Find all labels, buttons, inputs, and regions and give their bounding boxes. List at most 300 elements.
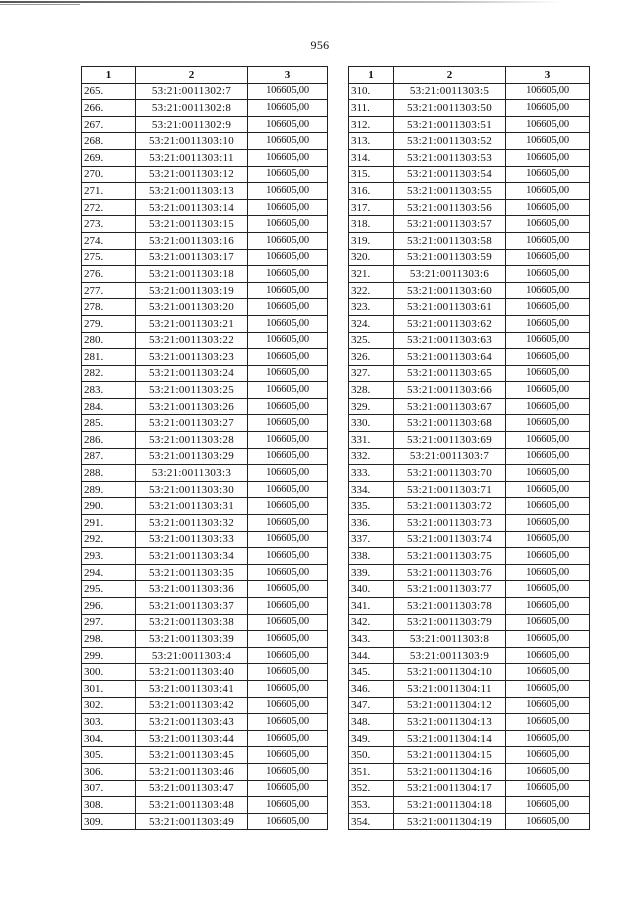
row-number: 327. [349, 365, 394, 382]
row-number: 329. [349, 398, 394, 415]
cadastral-number: 53:21:0011303:27 [136, 415, 248, 432]
row-number: 351. [349, 763, 394, 780]
value-cell: 106605,00 [248, 199, 328, 216]
value-cell: 106605,00 [506, 232, 590, 249]
table-row [349, 216, 590, 233]
cadastral-number: 53:21:0011303:3 [136, 465, 248, 482]
cadastral-number: 53:21:0011303:64 [394, 349, 506, 366]
table-row [82, 349, 328, 366]
cadastral-number: 53:21:0011303:34 [136, 548, 248, 565]
table-row [82, 299, 328, 316]
row-number: 313. [349, 133, 394, 150]
row-number: 266. [82, 100, 136, 117]
cadastral-number: 53:21:0011303:29 [136, 448, 248, 465]
value-cell: 106605,00 [506, 747, 590, 764]
row-number: 331. [349, 432, 394, 449]
table-header-row [82, 67, 328, 84]
value-cell: 106605,00 [248, 249, 328, 266]
cadastral-number: 53:21:0011303:35 [136, 564, 248, 581]
value-cell: 106605,00 [248, 714, 328, 731]
value-cell: 106605,00 [248, 631, 328, 648]
table-row [82, 481, 328, 498]
value-cell: 106605,00 [506, 100, 590, 117]
row-number: 315. [349, 166, 394, 183]
cadastral-number: 53:21:0011304:15 [394, 747, 506, 764]
table-row [82, 614, 328, 631]
table-row [82, 697, 328, 714]
row-number: 289. [82, 481, 136, 498]
row-number: 337. [349, 531, 394, 548]
cadastral-number: 53:21:0011303:74 [394, 531, 506, 548]
value-cell: 106605,00 [506, 564, 590, 581]
table-row [82, 581, 328, 598]
row-number: 341. [349, 598, 394, 615]
row-number: 304. [82, 730, 136, 747]
row-number: 336. [349, 515, 394, 532]
table-row [349, 614, 590, 631]
table-row [82, 564, 328, 581]
table-left [81, 66, 328, 830]
row-number: 333. [349, 465, 394, 482]
value-cell: 106605,00 [248, 382, 328, 399]
cadastral-number: 53:21:0011303:42 [136, 697, 248, 714]
row-number: 280. [82, 332, 136, 349]
value-cell: 106605,00 [248, 647, 328, 664]
table-row [349, 730, 590, 747]
row-number: 322. [349, 282, 394, 299]
cadastral-number: 53:21:0011303:72 [394, 498, 506, 515]
table-row [82, 332, 328, 349]
table-row [82, 465, 328, 482]
table-row [349, 100, 590, 117]
cadastral-number: 53:21:0011303:15 [136, 216, 248, 233]
cadastral-number: 53:21:0011303:9 [394, 647, 506, 664]
row-number: 323. [349, 299, 394, 316]
cadastral-number: 53:21:0011303:43 [136, 714, 248, 731]
value-cell: 106605,00 [248, 465, 328, 482]
cadastral-number: 53:21:0011303:46 [136, 763, 248, 780]
value-cell: 106605,00 [248, 149, 328, 166]
row-number: 342. [349, 614, 394, 631]
value-cell: 106605,00 [506, 382, 590, 399]
cadastral-number: 53:21:0011303:67 [394, 398, 506, 415]
table-right [348, 66, 590, 830]
row-number: 271. [82, 183, 136, 200]
cadastral-number: 53:21:0011303:11 [136, 149, 248, 166]
value-cell: 106605,00 [506, 631, 590, 648]
cadastral-number: 53:21:0011302:7 [136, 83, 248, 100]
cadastral-number: 53:21:0011303:8 [394, 631, 506, 648]
table-row [82, 415, 328, 432]
table-row [349, 813, 590, 830]
value-cell: 106605,00 [506, 598, 590, 615]
value-cell: 106605,00 [506, 465, 590, 482]
cadastral-number: 53:21:0011303:69 [394, 432, 506, 449]
cadastral-number: 53:21:0011303:14 [136, 199, 248, 216]
table-row [349, 631, 590, 648]
row-number: 298. [82, 631, 136, 648]
value-cell: 106605,00 [248, 100, 328, 117]
value-cell: 106605,00 [506, 149, 590, 166]
cadastral-number: 53:21:0011304:19 [394, 813, 506, 830]
row-number: 335. [349, 498, 394, 515]
cadastral-number: 53:21:0011303:63 [394, 332, 506, 349]
cadastral-number: 53:21:0011303:68 [394, 415, 506, 432]
value-cell: 106605,00 [506, 581, 590, 598]
cadastral-number: 53:21:0011303:55 [394, 183, 506, 200]
value-cell: 106605,00 [506, 365, 590, 382]
cadastral-number: 53:21:0011303:70 [394, 465, 506, 482]
table-row [349, 697, 590, 714]
cadastral-number: 53:21:0011303:78 [394, 598, 506, 615]
row-number: 328. [349, 382, 394, 399]
row-number: 285. [82, 415, 136, 432]
value-cell: 106605,00 [248, 797, 328, 814]
value-cell: 106605,00 [506, 116, 590, 133]
row-number: 269. [82, 149, 136, 166]
table-row [82, 133, 328, 150]
table-row [349, 780, 590, 797]
cadastral-number: 53:21:0011303:10 [136, 133, 248, 150]
table-row [82, 680, 328, 697]
value-cell: 106605,00 [248, 581, 328, 598]
cadastral-number: 53:21:0011303:18 [136, 266, 248, 283]
value-cell: 106605,00 [506, 133, 590, 150]
scan-artifact-line [0, 1, 560, 3]
table-row [82, 730, 328, 747]
value-cell: 106605,00 [506, 614, 590, 631]
row-number: 291. [82, 515, 136, 532]
table-row [349, 564, 590, 581]
value-cell: 106605,00 [248, 183, 328, 200]
cadastral-number: 53:21:0011303:56 [394, 199, 506, 216]
value-cell: 106605,00 [506, 498, 590, 515]
table-row [349, 133, 590, 150]
cadastral-number: 53:21:0011303:52 [394, 133, 506, 150]
cadastral-number: 53:21:0011303:73 [394, 515, 506, 532]
row-number: 310. [349, 83, 394, 100]
value-cell: 106605,00 [248, 232, 328, 249]
value-cell: 106605,00 [248, 133, 328, 150]
cadastral-number: 53:21:0011303:20 [136, 299, 248, 316]
row-number: 276. [82, 266, 136, 283]
table-row [349, 249, 590, 266]
value-cell: 106605,00 [506, 216, 590, 233]
table-row [82, 498, 328, 515]
header-col-2: 2 [394, 67, 506, 84]
row-number: 294. [82, 564, 136, 581]
table-row [82, 763, 328, 780]
value-cell: 106605,00 [506, 797, 590, 814]
row-number: 302. [82, 697, 136, 714]
table-row [82, 647, 328, 664]
row-number: 277. [82, 282, 136, 299]
table-row [349, 531, 590, 548]
value-cell: 106605,00 [506, 697, 590, 714]
row-number: 330. [349, 415, 394, 432]
header-col-3: 3 [506, 67, 590, 84]
value-cell: 106605,00 [506, 282, 590, 299]
table-header-row [349, 67, 590, 84]
value-cell: 106605,00 [248, 614, 328, 631]
row-number: 317. [349, 199, 394, 216]
header-col-2: 2 [136, 67, 248, 84]
value-cell: 106605,00 [506, 515, 590, 532]
row-number: 268. [82, 133, 136, 150]
value-cell: 106605,00 [248, 315, 328, 332]
table-row [349, 116, 590, 133]
table-row [349, 232, 590, 249]
value-cell: 106605,00 [248, 166, 328, 183]
cadastral-number: 53:21:0011304:13 [394, 714, 506, 731]
table-row [82, 183, 328, 200]
row-number: 325. [349, 332, 394, 349]
cadastral-number: 53:21:0011303:22 [136, 332, 248, 349]
row-number: 318. [349, 216, 394, 233]
value-cell: 106605,00 [248, 349, 328, 366]
row-number: 332. [349, 448, 394, 465]
value-cell: 106605,00 [506, 647, 590, 664]
row-number: 339. [349, 564, 394, 581]
row-number: 265. [82, 83, 136, 100]
table-row [82, 598, 328, 615]
cadastral-number: 53:21:0011303:77 [394, 581, 506, 598]
value-cell: 106605,00 [506, 249, 590, 266]
cadastral-number: 53:21:0011303:30 [136, 481, 248, 498]
table-row [82, 266, 328, 283]
table-row [349, 548, 590, 565]
row-number: 319. [349, 232, 394, 249]
row-number: 301. [82, 680, 136, 697]
table-row [349, 149, 590, 166]
table-row [82, 116, 328, 133]
cadastral-number: 53:21:0011303:61 [394, 299, 506, 316]
scan-artifact-line [0, 4, 80, 5]
cadastral-number: 53:21:0011303:50 [394, 100, 506, 117]
cadastral-number: 53:21:0011303:33 [136, 531, 248, 548]
table-row [349, 498, 590, 515]
table-row [82, 531, 328, 548]
row-number: 345. [349, 664, 394, 681]
cadastral-number: 53:21:0011303:66 [394, 382, 506, 399]
value-cell: 106605,00 [248, 780, 328, 797]
table-row [349, 448, 590, 465]
row-number: 346. [349, 680, 394, 697]
value-cell: 106605,00 [248, 481, 328, 498]
cadastral-number: 53:21:0011304:14 [394, 730, 506, 747]
cadastral-number: 53:21:0011304:18 [394, 797, 506, 814]
table-row [349, 432, 590, 449]
cadastral-number: 53:21:0011303:40 [136, 664, 248, 681]
table-row [82, 548, 328, 565]
value-cell: 106605,00 [248, 531, 328, 548]
cadastral-number: 53:21:0011303:58 [394, 232, 506, 249]
value-cell: 106605,00 [506, 83, 590, 100]
table-row [82, 83, 328, 100]
value-cell: 106605,00 [506, 763, 590, 780]
row-number: 349. [349, 730, 394, 747]
table-row [349, 83, 590, 100]
table-row [82, 149, 328, 166]
table-left-body [82, 83, 328, 830]
table-row [349, 382, 590, 399]
cadastral-number: 53:21:0011303:5 [394, 83, 506, 100]
header-col-3: 3 [248, 67, 328, 84]
table-row [349, 365, 590, 382]
cadastral-number: 53:21:0011303:38 [136, 614, 248, 631]
table-right-body [349, 83, 590, 830]
value-cell: 106605,00 [506, 730, 590, 747]
table-row [82, 199, 328, 216]
row-number: 288. [82, 465, 136, 482]
cadastral-number: 53:21:0011303:60 [394, 282, 506, 299]
row-number: 284. [82, 398, 136, 415]
row-number: 320. [349, 249, 394, 266]
cadastral-number: 53:21:0011303:75 [394, 548, 506, 565]
table-row [349, 398, 590, 415]
cadastral-number: 53:21:0011304:10 [394, 664, 506, 681]
table-row [82, 315, 328, 332]
table-row [349, 315, 590, 332]
row-number: 275. [82, 249, 136, 266]
cadastral-number: 53:21:0011303:36 [136, 581, 248, 598]
row-number: 283. [82, 382, 136, 399]
table-row [349, 515, 590, 532]
value-cell: 106605,00 [248, 813, 328, 830]
row-number: 354. [349, 813, 394, 830]
value-cell: 106605,00 [248, 515, 328, 532]
cadastral-number: 53:21:0011303:54 [394, 166, 506, 183]
value-cell: 106605,00 [506, 481, 590, 498]
value-cell: 106605,00 [248, 763, 328, 780]
cadastral-number: 53:21:0011304:16 [394, 763, 506, 780]
cadastral-number: 53:21:0011303:62 [394, 315, 506, 332]
value-cell: 106605,00 [248, 432, 328, 449]
table-row [82, 664, 328, 681]
value-cell: 106605,00 [248, 216, 328, 233]
row-number: 281. [82, 349, 136, 366]
cadastral-number: 53:21:0011303:32 [136, 515, 248, 532]
row-number: 292. [82, 531, 136, 548]
table-row [349, 465, 590, 482]
value-cell: 106605,00 [506, 349, 590, 366]
value-cell: 106605,00 [248, 498, 328, 515]
row-number: 300. [82, 664, 136, 681]
row-number: 295. [82, 581, 136, 598]
value-cell: 106605,00 [506, 332, 590, 349]
value-cell: 106605,00 [248, 332, 328, 349]
table-row [82, 100, 328, 117]
table-row [349, 747, 590, 764]
page-number: 956 [310, 38, 330, 52]
table-row [349, 481, 590, 498]
table-row [82, 747, 328, 764]
header-col-1: 1 [349, 67, 394, 84]
value-cell: 106605,00 [506, 813, 590, 830]
row-number: 334. [349, 481, 394, 498]
row-number: 308. [82, 797, 136, 814]
row-number: 324. [349, 315, 394, 332]
table-row [82, 813, 328, 830]
cadastral-number: 53:21:0011303:51 [394, 116, 506, 133]
row-number: 312. [349, 116, 394, 133]
value-cell: 106605,00 [506, 299, 590, 316]
table-row [349, 714, 590, 731]
value-cell: 106605,00 [248, 116, 328, 133]
table-row [349, 647, 590, 664]
cadastral-number: 53:21:0011303:37 [136, 598, 248, 615]
cadastral-number: 53:21:0011303:39 [136, 631, 248, 648]
value-cell: 106605,00 [248, 398, 328, 415]
row-number: 282. [82, 365, 136, 382]
table-row [349, 183, 590, 200]
value-cell: 106605,00 [248, 697, 328, 714]
row-number: 290. [82, 498, 136, 515]
header-col-1: 1 [82, 67, 136, 84]
cadastral-number: 53:21:0011303:49 [136, 813, 248, 830]
table-row [82, 166, 328, 183]
value-cell: 106605,00 [248, 680, 328, 697]
row-number: 316. [349, 183, 394, 200]
value-cell: 106605,00 [506, 664, 590, 681]
table-row [349, 332, 590, 349]
row-number: 274. [82, 232, 136, 249]
cadastral-number: 53:21:0011303:53 [394, 149, 506, 166]
table-row [349, 349, 590, 366]
row-number: 343. [349, 631, 394, 648]
cadastral-number: 53:21:0011303:44 [136, 730, 248, 747]
table-row [82, 631, 328, 648]
value-cell: 106605,00 [248, 598, 328, 615]
table-row [349, 763, 590, 780]
table-row [82, 282, 328, 299]
table-row [349, 199, 590, 216]
value-cell: 106605,00 [248, 548, 328, 565]
cadastral-number: 53:21:0011303:19 [136, 282, 248, 299]
row-number: 270. [82, 166, 136, 183]
table-row [349, 266, 590, 283]
cadastral-number: 53:21:0011303:17 [136, 249, 248, 266]
value-cell: 106605,00 [506, 448, 590, 465]
row-number: 348. [349, 714, 394, 731]
row-number: 338. [349, 548, 394, 565]
table-row [82, 232, 328, 249]
table-row [349, 299, 590, 316]
table-row [349, 598, 590, 615]
table-row [349, 664, 590, 681]
value-cell: 106605,00 [248, 747, 328, 764]
value-cell: 106605,00 [506, 548, 590, 565]
value-cell: 106605,00 [506, 680, 590, 697]
cadastral-number: 53:21:0011303:76 [394, 564, 506, 581]
value-cell: 106605,00 [506, 199, 590, 216]
table-row [82, 249, 328, 266]
row-number: 286. [82, 432, 136, 449]
cadastral-number: 53:21:0011304:11 [394, 680, 506, 697]
value-cell: 106605,00 [506, 415, 590, 432]
value-cell: 106605,00 [248, 664, 328, 681]
value-cell: 106605,00 [248, 448, 328, 465]
value-cell: 106605,00 [248, 365, 328, 382]
table-row [349, 166, 590, 183]
row-number: 347. [349, 697, 394, 714]
row-number: 287. [82, 448, 136, 465]
value-cell: 106605,00 [506, 166, 590, 183]
cadastral-number: 53:21:0011303:57 [394, 216, 506, 233]
cadastral-number: 53:21:0011302:8 [136, 100, 248, 117]
cadastral-number: 53:21:0011304:12 [394, 697, 506, 714]
value-cell: 106605,00 [506, 780, 590, 797]
